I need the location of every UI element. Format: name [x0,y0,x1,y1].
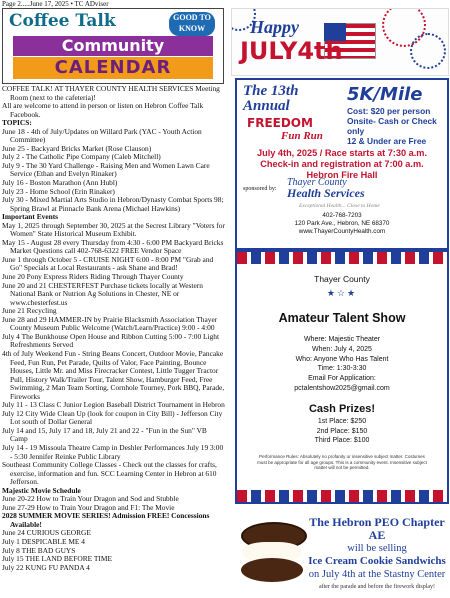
talent-email: pctalentshow2025@gmail.com [294,384,390,392]
calendar-heading: TOPICS: [2,118,32,128]
calendar-entry: June 21 Recycling [2,306,57,316]
left-column [2,8,226,572]
calendar-heading: Majestic Movie Schedule [2,485,81,495]
calendar-entry: July 8 THE BAD GUYS [2,545,76,555]
calendar-entry: May 1, 2025 through September 30, 2025 at the Secrest Library "Voters for Women" State Historical Museum Exhibit. [2,220,225,239]
calendar-entry: June 20-22 How to Train Your Dragon and Sod and Stubble [2,494,179,504]
freedom-text: FREEDOM [247,116,313,130]
calendar-entry: June 18 - 4th of July/Updates on Willard Park (YAC - Youth Action Committee) [2,126,202,145]
talent-email-label: Email For Application: [308,375,376,383]
calendar-entry: July 14 - 19 Missoula Theatre Camp in Deshler Performances July 19 3:00 - 5:30 Jennifer Reinke Public Library [2,442,224,461]
cash-prizes-heading: Cash Prizes! [308,402,376,415]
cost-line: Onsite- Cash or Check only [347,116,437,136]
calendar-entry: July 9 - The 30 Yard Challenge - Raising Men and Women Lawn Care Service (Ethan and Evelyn Rinaker) [2,160,210,179]
prize-third: Third Place: $100 [314,437,370,445]
calendar-entry: 4th of July Weekend Fun - String Beans Concert, Outdoor Movie, Pancake Feed, Fun Run, Pet Parade, Quilts of Valor, Face Painting, Bounce Houses, Little Mr. and Miss Firecracker Contest, Little Tugger Tractor Pull, History Walk/Trailer Tour, Talent Show, Hamburger Feed, Free Swimming, 2 Man Team Sorting, Cornhole Tourney, Pork BBQ, Parade, Fireworks [2,348,225,401]
thayer-county-text: Thayer County [287,177,347,188]
talent-show-body [251,268,433,486]
date-line: Check-in and registration at 7:00 a.m. [260,159,424,169]
cost-line: 12 & Under are Free [347,136,427,146]
the-13th-text: The 13th [243,83,299,99]
annual-text: Annual [243,98,290,114]
firework-icon [410,33,446,69]
talent-where: Where: Majestic Theater [303,336,381,343]
health-tagline: Exceptional Health... Close to Home [299,203,380,209]
cost-line: Cost: $20 per person [347,106,431,116]
peo-ad [235,512,447,596]
calendar-entry: June 24 CURIOUS GEORGE [2,528,91,538]
happy-july-4th-banner [231,8,449,76]
sponsored-by: sponsored by: [243,186,277,192]
calendar-entry: June 20 Pony Express Riders Riding Through Thayer County [2,272,184,282]
calendar-heading: Important Events [2,212,59,222]
july-4th-text: JULY4th [240,37,343,65]
calendar-entry: July 14 and 15, July 17 and 18, July 21 and 22 - "Fun in the Sun" VB Camp [2,425,207,444]
talent-details [251,335,433,394]
address-line: 120 Park Ave., Hebron, NE 68370 [294,220,390,227]
prize-first: 1st Place: $250 [317,417,367,425]
coffee-talk-text: Coffee Talk [9,11,116,31]
calendar-entry: All are welcome to attend in person or listen on Hebron Coffee Talk Facebook. [2,101,204,119]
peo-text [307,516,447,591]
calendar-entry: June 28 and 29 HAMMER-IN by Prairie Blacksmith Association Thayer County Museum Public Welcome (Watch/Learn/Practice) 9:00 - 4:00 [2,314,218,333]
peo-selling: will be selling [347,543,407,554]
community-banner: Community [13,36,213,56]
community-calendar-logo [2,8,224,84]
calendar-entry: COFFEE TALK! AT THAYER COUNTY HEALTH SERVICES Meeting Room (next to the cafeteria)! [2,84,220,102]
calendar-listings [2,85,226,572]
health-services-text: Health Services [287,186,365,200]
phone-line: 402-768-7203 [322,212,362,219]
happy-text: Happy [250,17,299,37]
fun-run-ad [235,78,449,250]
five-k-mile: 5K/Mile [347,84,423,105]
location-line: Hebron Fire Hall [306,170,378,180]
calendar-entry: July 23 - Home School (Erin Rinaker) [2,186,115,196]
calendar-entry: June 27-29 How to Train Your Dragon and F1: The Movie [2,502,175,512]
peo-product: Ice Cream Cookie Sandwichs [308,555,446,567]
peo-chapter: The Hebron PEO Chapter AE [309,515,445,542]
good-to-know-badge: GOOD TO KNOW [169,12,215,36]
thayer-health-logo [287,178,365,200]
talent-show-title: Amateur Talent Show [278,311,406,325]
talent-show-ad [235,250,449,504]
calendar-entry: July 12 City Wide Clean Up (look for coupon in City Bill) - Jefferson City Lot south of Dollar General [2,408,223,427]
bunting-top [237,252,447,264]
calendar-entry: July 30 - Mixed Martial Arts Studio in Hebron/Dynasty Combat Sports 98; Spring Brawl at Pinnacle Bank Arena (Michael Hawkins) [2,195,224,213]
fun-run-heading [243,84,298,114]
date-line: July 4th, 2025 / Race starts at 7:30 a.m. [256,148,428,158]
bunting-bottom [237,490,447,502]
prize-second: 2nd Place: $150 [316,427,368,435]
calendar-entry: July 2 - The Catholic Pipe Company (Caleb Mitchell) [2,152,161,162]
calendar-entry: June 25 - Backyard Bricks Market (Rose Clauson) [2,143,152,153]
health-contact [241,212,443,236]
stars-icon: ★☆★ [326,288,358,298]
fun-run-cost [347,106,447,146]
calendar-entry: July 16 - Boston Marathon (Ann Hubl) [2,178,118,188]
calendar-heading: 2028 SUMMER MOVIE SERIES! Admission FREE! Concessions Available! [2,511,210,529]
calendar-banner: CALENDAR [13,57,213,79]
calendar-entry: Southeast Community College Classes - Check out the classes for crafts, exercise, information and fun. SCC Learning Center in Hebron at 610 Jefferson. [2,460,217,487]
calendar-entry: July 22 KUNG FU PANDA 4 [2,562,90,572]
coffee-talk-logo [9,11,116,31]
page-header: Page 2.....June 17, 2025 • TC ADviser [2,0,109,8]
calendar-entry: July 4 The Bunkhouse Open House and Ribbon Cutting 5:00 - 7:00 Light Refreshments Served [2,331,220,350]
calendar-entry: July 1 DESPICABLE ME 4 [2,536,85,546]
prize-list [251,417,433,446]
talent-when: When: July 4, 2025 [312,345,372,353]
ice-cream-sandwich-icon [241,522,303,586]
calendar-entry: May 15 - August 28 every Thursday from 4:30 - 6:00 PM Backyard Bricks Market Questions call 402-768-6322 FREE Vendor Space [2,237,224,256]
calendar-entry: June 20 and 21 CHESTERFEST Purchase tickets locally at Western National Bank or Nutrion Ag Solutions in Chester, NE or www.chesterfest.us [2,280,203,307]
calendar-entry: July 15 THE LAND BEFORE TIME [2,554,112,564]
peo-time: after the parade and before the firework display! [318,584,436,590]
talent-time: Time: 1:30-3:30 [317,365,367,373]
talent-county: Thayer County [314,274,370,284]
talent-who: Who: Anyone Who Has Talent [295,355,389,363]
cookie-bottom [241,558,303,582]
fun-run-text: Fun Run [281,130,323,142]
calendar-entry: June 1 through October 5 - CRUISE NIGHT 6:00 - 8:00 PM "Grab and Go" Specials at Local Restaurants - ask Shane and Brad! [2,254,214,273]
calendar-entry: July 11 - 13 Class C Junior Legion Baseball District Tournament in Hebron [2,400,225,410]
web-line: www.ThayerCountyHealth.com [298,228,386,235]
peo-location: on July 4th at the Stastny Center [308,569,446,580]
performance-rules: Performance Rules: Absolutely no profanity or insensitive subject matter. Costumes must be appropriate for all age groups. This is a community event. Insensitive subject matter will not be permitted. [257,454,427,471]
